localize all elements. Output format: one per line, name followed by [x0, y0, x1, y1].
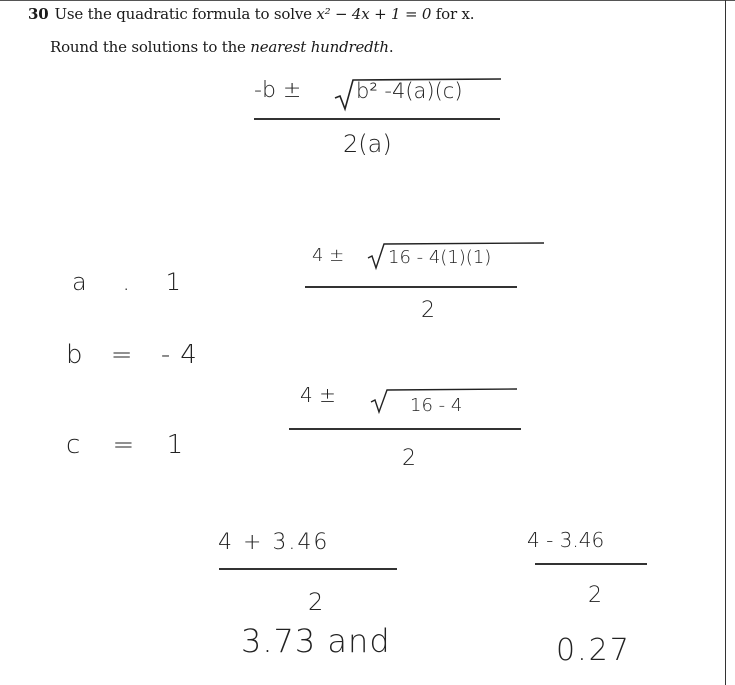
- formula-denominator: 2(a): [343, 130, 392, 158]
- formula-fraction-bar: [254, 118, 500, 120]
- step2-fraction-bar: [289, 428, 521, 430]
- formula-radicand: b² -4(a)(c): [356, 79, 463, 103]
- step1-left: 4 ±: [312, 245, 345, 266]
- coefficient-b: b = -4: [66, 340, 207, 370]
- step1-fraction-bar: [305, 286, 517, 288]
- step2-left: 4 ±: [300, 383, 336, 407]
- frame-top-border: [0, 0, 735, 1]
- minus-fraction-bar: [535, 563, 647, 565]
- plus-numerator: 4 + 3.46: [218, 530, 330, 555]
- plus-fraction-bar: [219, 568, 397, 570]
- question-text: [28, 5, 474, 23]
- question-prefix: Use the quadratic formula to solve: [54, 5, 317, 23]
- instruction-emphasis: nearest hundredth: [250, 38, 389, 56]
- instruction-prefix: Round the solutions to the: [50, 38, 251, 56]
- minus-numerator: 4 - 3.46: [527, 528, 605, 552]
- formula-minus-b-plus-minus: -b ±: [254, 78, 302, 103]
- step2-denominator: 2: [402, 446, 416, 471]
- plus-denominator: 2: [308, 588, 324, 616]
- coefficient-c: c = 1: [66, 430, 196, 460]
- instruction-suffix: .: [388, 38, 394, 56]
- step1-radicand: 16 - 4(1)(1): [388, 247, 492, 268]
- question-equation: x² − 4x + 1 = 0: [316, 5, 432, 23]
- answer-plus: 3.73 and: [241, 622, 391, 660]
- rounding-instruction: [50, 38, 393, 56]
- step1-denominator: 2: [421, 298, 435, 323]
- frame-right-border: [725, 0, 726, 685]
- question-number: 30: [28, 5, 49, 23]
- step2-radicand: 16 - 4: [410, 395, 463, 416]
- question-suffix: for x.: [431, 5, 475, 23]
- minus-denominator: 2: [588, 583, 602, 608]
- answer-minus: 0.27: [556, 633, 631, 668]
- coefficient-a: a . 1: [72, 268, 195, 296]
